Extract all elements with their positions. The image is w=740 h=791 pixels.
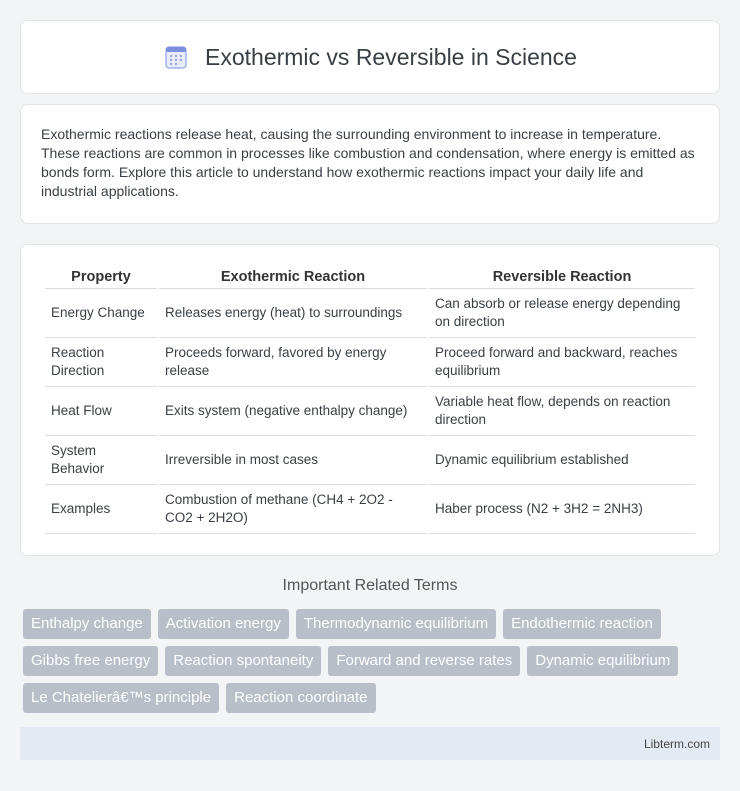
table-cell: Reaction Direction [45,338,157,387]
column-header-exothermic: Exothermic Reaction [159,263,427,289]
tag-link[interactable]: Endothermic reaction [503,609,661,639]
table-row [45,485,695,534]
table-cell: Combustion of methane (CH4 + 2O2 - CO2 + 2H2O) [159,485,427,534]
footer [20,727,720,760]
table-cell: Heat Flow [45,387,157,436]
tag-link[interactable]: Dynamic equilibrium [527,646,678,676]
intro-text: Exothermic reactions release heat, causing the surrounding environment to increase in temperature. These reactions are common in processes like combustion and condensation, where energy is emitted as bonds form. Explore this article to understand how exothermic reactions impact your daily life and industrial applications. [41,126,695,199]
tag-link[interactable]: Forward and reverse rates [328,646,520,676]
table-row [45,387,695,436]
tag-link[interactable]: Enthalpy change [23,609,151,639]
intro-card [20,104,720,224]
tag-link[interactable]: Reaction spontaneity [165,646,321,676]
table-cell: System Behavior [45,436,157,485]
table-cell: Irreversible in most cases [159,436,427,485]
table-cell: Can absorb or release energy depending on direction [429,289,695,338]
table-row [45,338,695,387]
tag-link[interactable]: Reaction coordinate [226,683,375,713]
comparison-table-card [20,244,720,556]
table-row [45,436,695,485]
table-cell: Examples [45,485,157,534]
comparison-table [43,263,697,534]
table-header-row [45,263,695,289]
page-title: Exothermic vs Reversible in Science [205,43,577,70]
related-terms-list [23,609,723,713]
table-cell: Variable heat flow, depends on reaction direction [429,387,695,436]
tag-link[interactable]: Activation energy [158,609,289,639]
table-cell: Proceed forward and backward, reaches equilibrium [429,338,695,387]
footer-site-link[interactable]: Libterm.com [643,736,710,751]
table-cell: Proceeds forward, favored by energy release [159,338,427,387]
table-cell: Haber process (N2 + 3H2 = 2NH3) [429,485,695,534]
table-cell: Releases energy (heat) to surroundings [159,289,427,338]
calendar-icon [163,44,189,70]
table-cell: Dynamic equilibrium established [429,436,695,485]
related-terms-heading: Important Related Terms [282,577,458,594]
tag-link[interactable]: Le Chatelierâ€™s principle [23,683,219,713]
header-card [20,20,720,94]
tag-link[interactable]: Gibbs free energy [23,646,158,676]
column-header-property: Property [45,263,157,289]
column-header-reversible: Reversible Reaction [429,263,695,289]
table-row [45,289,695,338]
tag-link[interactable]: Thermodynamic equilibrium [296,609,496,639]
table-cell: Energy Change [45,289,157,338]
table-cell: Exits system (negative enthalpy change) [159,387,427,436]
